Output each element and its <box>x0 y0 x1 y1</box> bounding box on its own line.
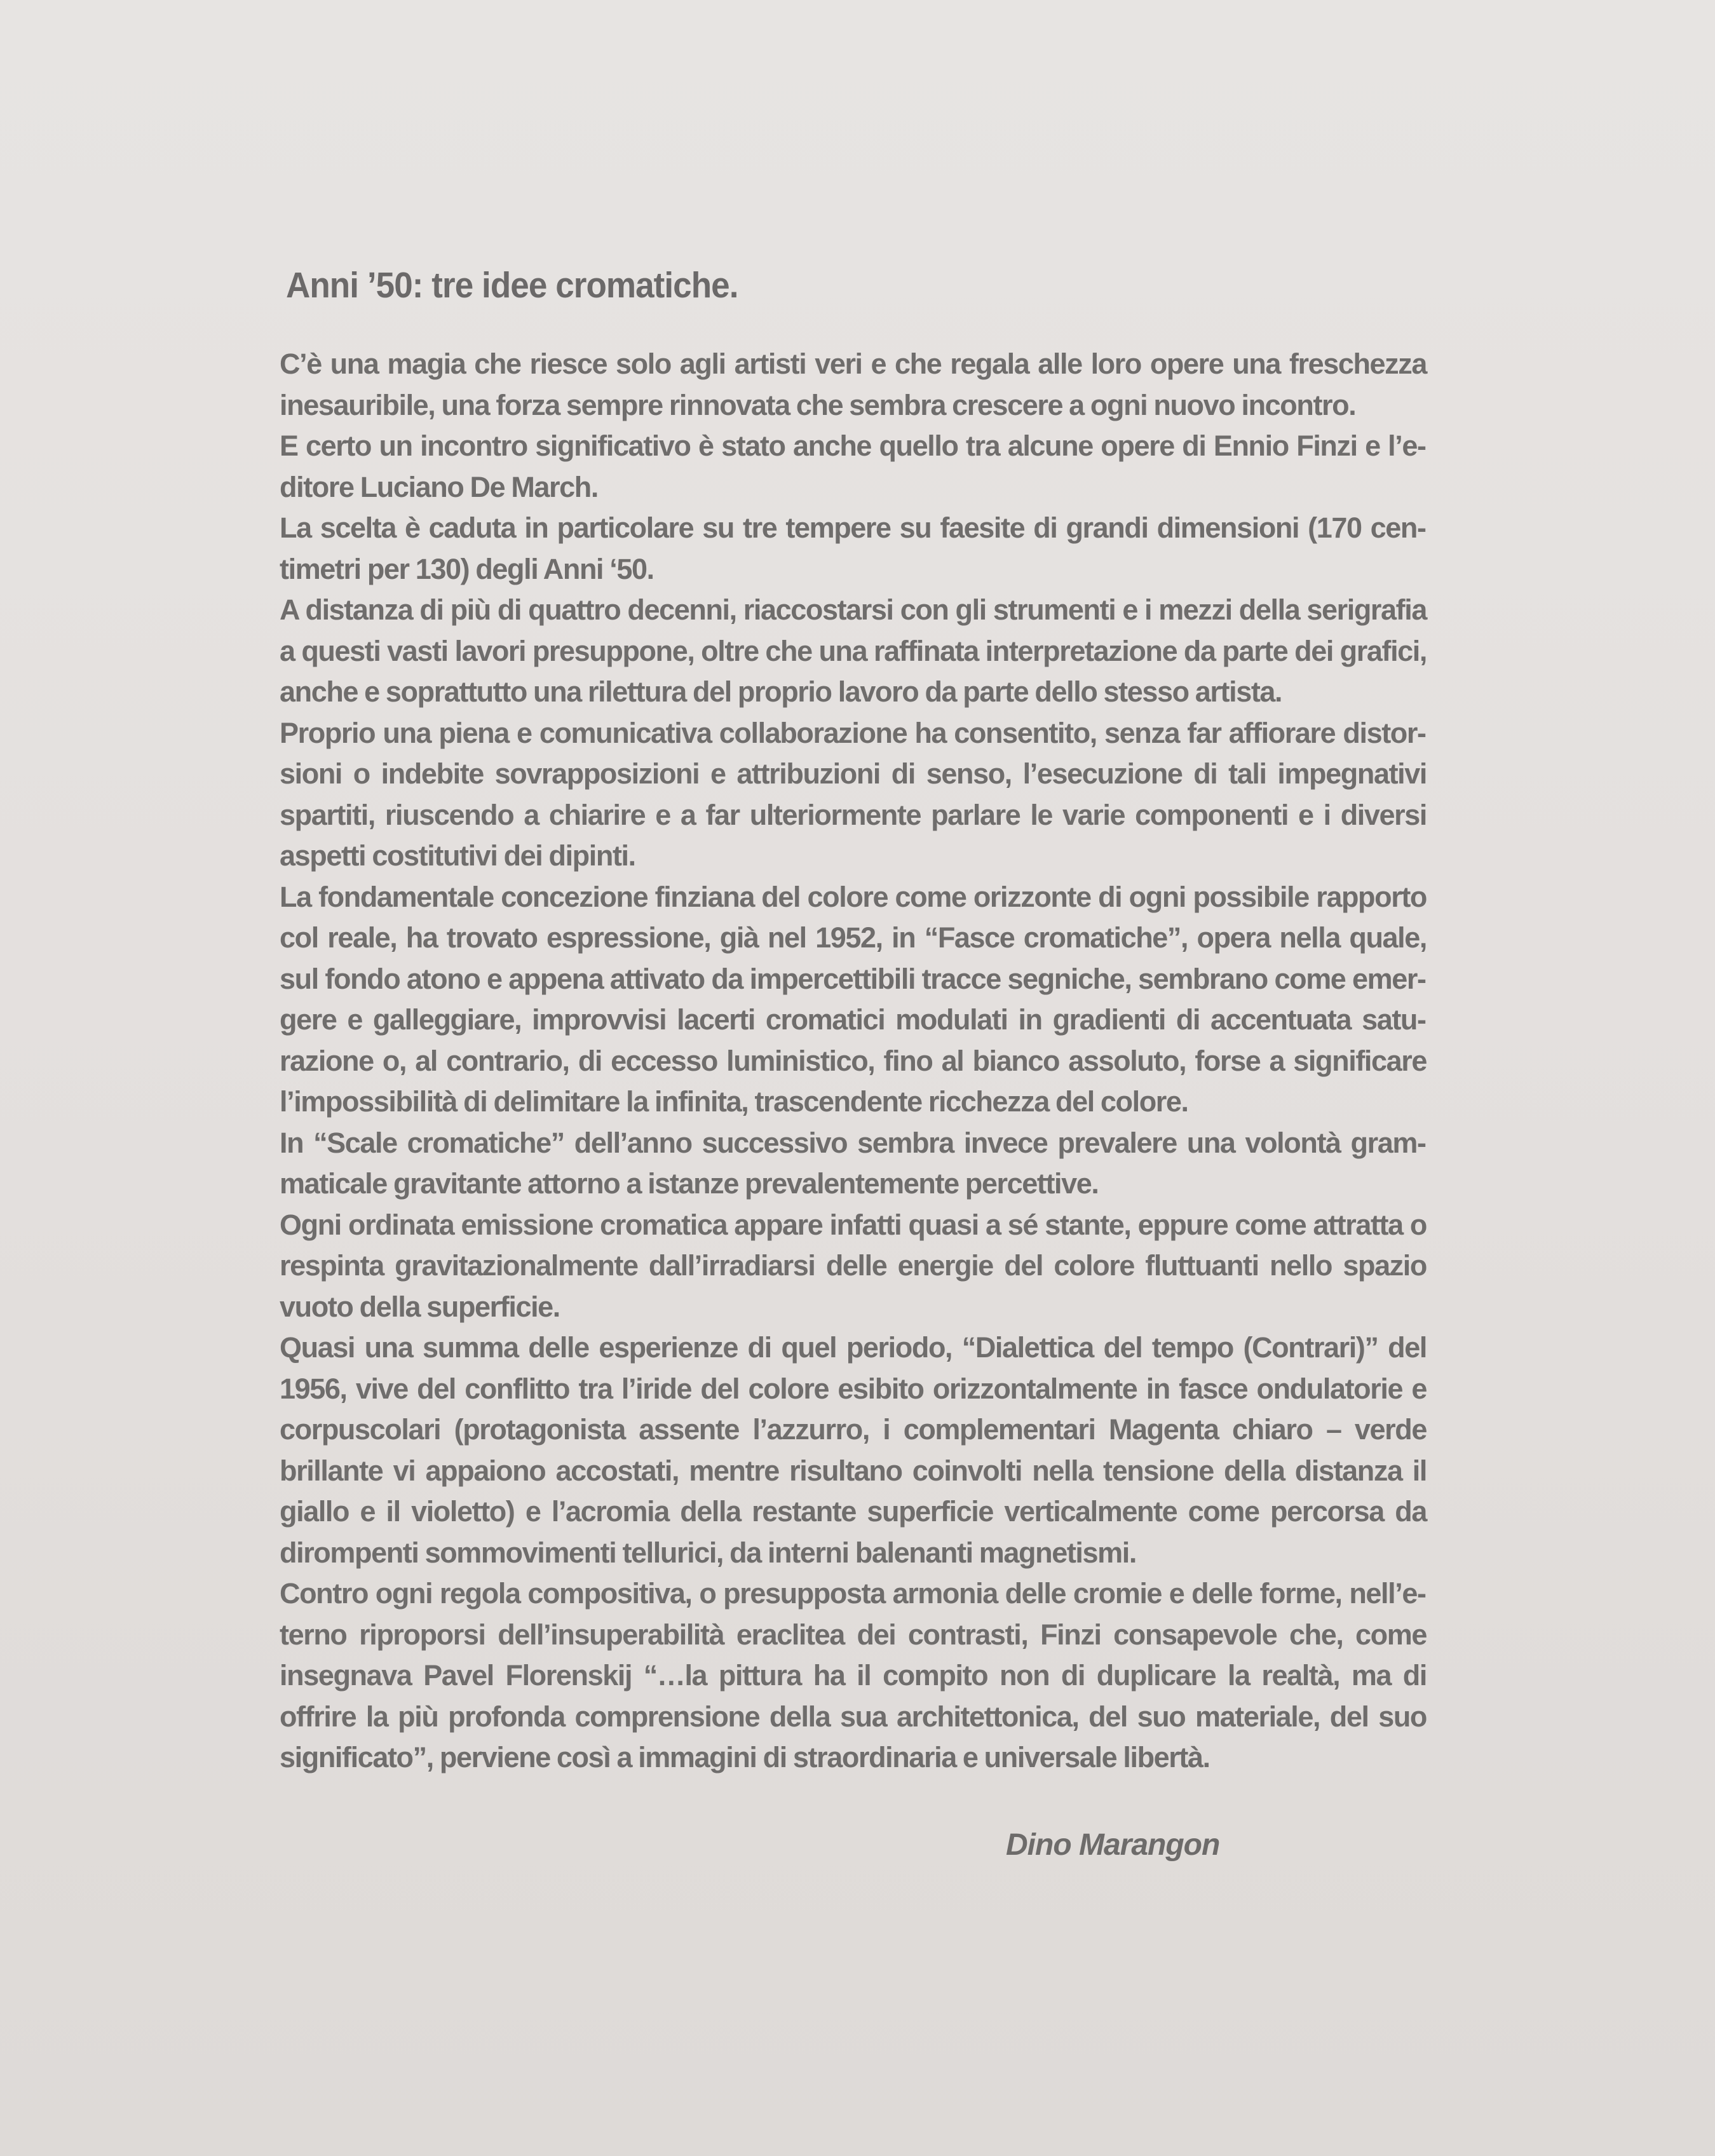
paragraph: Ogni ordinata emissione cromatica appare infatti quasi a sé stante, eppure come attratta o respinta gravitazionalmente dall’irradiarsi delle energie del colore fluttuanti nello spazio vuoto della superficie. <box>280 1208 1427 1323</box>
author-signature: Dino Marangon <box>1006 1828 1220 1862</box>
document-body <box>280 344 1427 1779</box>
paragraph: In “Scale cromatiche” dell’anno successivo sembra invece prevalere una volontà grammaticale gravitante attorno a istanze prevalentemente percettive. <box>280 1126 1427 1200</box>
paragraph: Quasi una summa delle esperienze di quel periodo, “Dialettica del tempo (Contrari)” del 1956, vive del conflitto tra l’iride del colore esibito orizzontalmente in fasce ondulatorie e corpuscolari (protagonista assente l’azzurro, i complementari Magenta chiaro – verde brillante vi appaiono accostati, mentre risultano coinvolti nella tensione della distanza il giallo e il violetto) e l’acromia della restante superficie verticalmente come percorsa da dirompenti sommovimenti tellurici, da interni balenanti magnetismi. <box>280 1331 1427 1569</box>
paragraph: Contro ogni regola compositiva, o presupposta armonia delle cromie e delle forme, nell’eterno riproporsi dell’insuperabilità eraclitea dei contrasti, Finzi consapevole che, come insegnava Pavel Florenskij “…la pittura ha il compito non di duplicare la realtà, ma di offrire la più profonda comprensione della sua architettonica, del suo materiale, del suo significato”, perviene così a immagini di straordinaria e universale libertà. <box>280 1577 1427 1774</box>
paragraph: C’è una magia che riesce solo agli artisti veri e che regala alle loro opere una freschezza inesauribile, una forza sempre rinnovata che sembra crescere a ogni nuovo incontro. <box>280 348 1427 421</box>
paragraph: La fondamentale concezione finziana del colore come orizzonte di ogni possibile rapporto col reale, ha trovato espressione, già nel 1952, in “Fasce cromatiche”, opera nella quale, sul fondo atono e appena attivato da impercettibili tracce segniche, sembrano come emergere e galleggiare, improvvisi lacerti cromatici modulati in gradienti di accentuata saturazione o, al contrario, di eccesso luministico, fino al bianco assoluto, forse a significare l’impossibilità di delimitare la infinita, trascendente ricchezza del colore. <box>280 880 1427 1118</box>
paragraph: Proprio una piena e comunicativa collaborazione ha consentito, senza far affiorare distorsioni o indebite sovrapposizioni e attribuzioni di senso, l’esecuzione di tali impegnativi spartiti, riuscendo a chiarire e a far ulteriormente parlare le varie componenti e i diversi aspetti costitutivi dei dipinti. <box>280 716 1427 872</box>
paragraph: E certo un incontro significativo è stato anche quello tra alcune opere di Ennio Finzi e l’editore Luciano De March. <box>280 430 1427 503</box>
document-title: Anni ’50: tre idee cromatiche. <box>286 265 738 306</box>
paragraph: A distanza di più di quattro decenni, riaccostarsi con gli strumenti e i mezzi della serigrafia a questi vasti lavori presuppone, oltre che una raffinata interpretazione da parte dei grafici, anche e soprattutto una rilettura del proprio lavoro da parte dello stesso artista. <box>280 593 1427 708</box>
paragraph: La scelta è caduta in particolare su tre tempere su faesite di grandi dimensioni (170 centimetri per 130) degli Anni ‘50. <box>280 512 1427 585</box>
document-page <box>280 264 1427 1779</box>
